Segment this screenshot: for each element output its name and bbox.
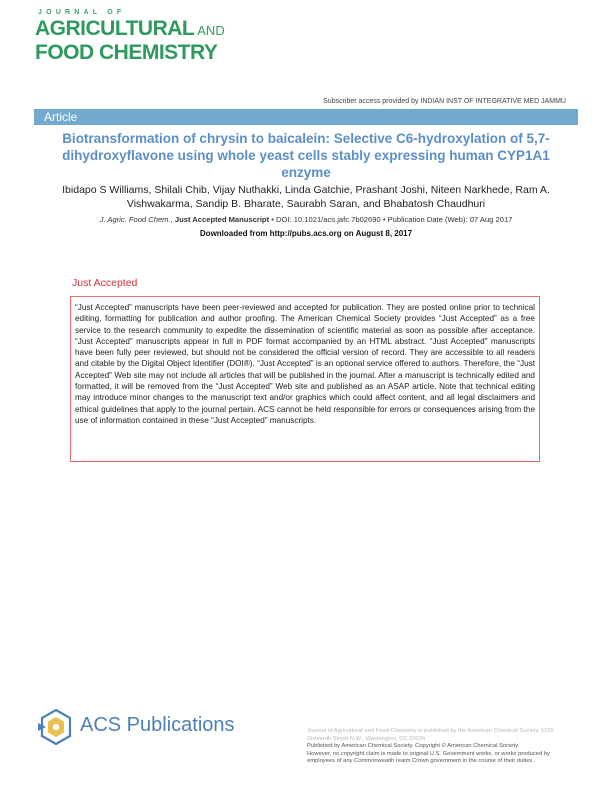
journal-logo-agricultural: AGRICULTURAL [35, 17, 195, 40]
footer-notice [307, 728, 575, 766]
just-accepted-heading: Just Accepted [72, 277, 138, 289]
author-list: Ibidapo S Williams, Shilali Chib, Vijay Nuthakki, Linda Gatchie, Prashant Joshi, Niteen Narkhede, Ram A. Vishwakarma, Sandip B. Bharate, Saurabh Saran, and Bhabatosh Chaudhuri [62, 184, 550, 210]
citation-doi[interactable]: DOI: 10.1021/acs.jafc.7b02690 [276, 215, 381, 224]
citation-journal: J. Agric. Food Chem. [99, 215, 171, 224]
downloaded-note: Downloaded from http://pubs.acs.org on August 8, 2017 [199, 229, 413, 238]
footer-line3: However, no copyright claim is made to original U.S. Government works, or works produced by employees of any Commonwealth realm Crown government in the course of their duties. [307, 750, 550, 765]
acs-hexagon-icon [36, 707, 76, 747]
journal-logo-line2: FOOD CHEMISTRY [35, 41, 218, 64]
just-accepted-box [70, 296, 540, 462]
just-accepted-text: “Just Accepted” manuscripts have been peer-reviewed and accepted for publication. They are posted online prior to technical editing, formatting for publication and author proofing. The American Chemical Society provides “Just Accepted” as a free service to the research community to expedite the dissemination of scientific material as soon as possible after acceptance. “Just Accepted” manuscripts appear in full in PDF format accompanied by an HTML abstract. “Just Accepted” manuscripts have been fully peer reviewed, but should not be considered the official version of record. They are accessible to all readers and citable by the Digital Object Identifier (DOI®). “Just Accepted” is an optional service offered to authors. Therefore, the “Just Accepted” Web site may not include all articles that will be published in the journal. After a manuscript is technically edited and formatted, it will be removed from the “Just Accepted” Web site and published as an ASAP article. Note that technical editing may introduce minor changes to the manuscript text and/or graphics which could affect content, and all legal disclaimers and ethical guidelines that apply to the journal pertain. ACS cannot be held responsible for errors or consequences arising from the use of information contained in these “Just Accepted” manuscripts. [75, 303, 535, 425]
citation-line: J. Agric. Food Chem., Just Accepted Manuscript • DOI: 10.1021/acs.jafc.7b02690 • Publication Date (Web): 07 Aug 2017 [99, 215, 513, 224]
journal-logo-line1 [35, 18, 225, 42]
acs-publications-logo[interactable]: ACS Publications [80, 714, 235, 736]
subscriber-note: Subscriber access provided by INDIAN INST OF INTEGRATIVE MED JAMMU [323, 98, 566, 105]
citation-status: Just Accepted Manuscript [174, 215, 270, 224]
journal-logo-top: JOURNAL OF [38, 9, 126, 16]
journal-logo-and: AND [197, 23, 225, 38]
footer-line2: Published by American Chemical Society. Copyright © American Chemical Society. [307, 743, 520, 750]
citation-pubdate: Publication Date (Web): 07 Aug 2017 [387, 215, 513, 224]
article-bar: Article [34, 109, 578, 125]
footer-line1: Journal of Agricultural and Food Chemistry is published by the American Chemical Society. 1155 Sixteenth Street N.W., Washington, DC 20036 [307, 728, 554, 742]
article-title[interactable]: Biotransformation of chrysin to baicalein: Selective C6-hydroxylation of 5,7-dihydroxyflavone using whole yeast cells stably expressing human CYP1A1 enzyme [62, 131, 550, 180]
